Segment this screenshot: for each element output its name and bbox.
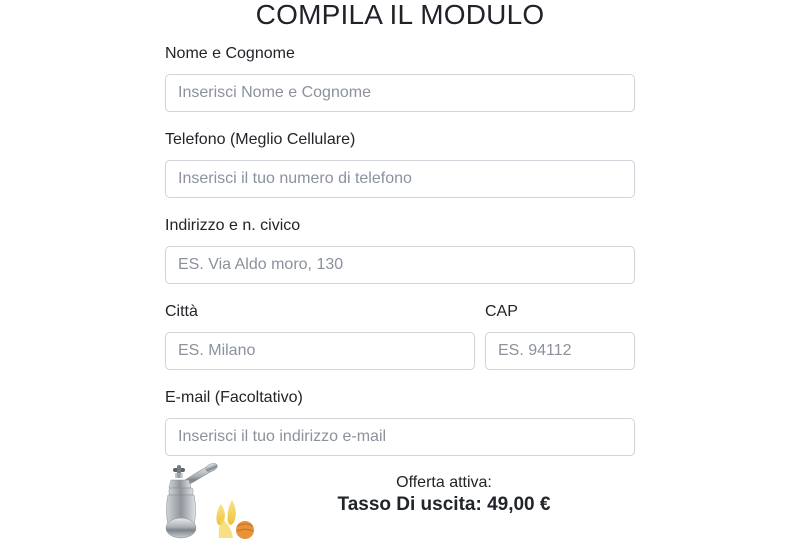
field-group-name <box>165 45 635 112</box>
email-label: E-mail (Facoltativo) <box>165 389 303 406</box>
phone-input[interactable] <box>165 160 635 198</box>
name-label: Nome e Cognome <box>165 45 295 62</box>
address-input[interactable] <box>165 246 635 284</box>
field-group-zip <box>485 303 635 370</box>
offer-detail: Tasso Di uscita: 49,00 € <box>337 494 551 515</box>
phone-label: Telefono (Meglio Cellulare) <box>165 131 356 148</box>
address-label: Indirizzo e n. civico <box>165 217 301 234</box>
offer-row <box>165 462 635 542</box>
city-label: Città <box>165 303 198 320</box>
city-zip-row <box>165 303 635 370</box>
name-input[interactable] <box>165 74 635 112</box>
zip-input[interactable] <box>485 332 635 370</box>
field-group-email <box>165 389 635 456</box>
offer-text-block <box>253 462 635 517</box>
lead-form-container <box>165 0 635 542</box>
field-group-address <box>165 217 635 284</box>
zip-label: CAP <box>485 303 518 320</box>
offer-heading: Offerta attiva: <box>396 474 492 491</box>
city-input[interactable] <box>165 332 475 370</box>
email-input[interactable] <box>165 418 635 456</box>
faucet-icon <box>165 462 253 542</box>
field-group-phone <box>165 131 635 198</box>
page-title: COMPILA IL MODULO <box>255 0 545 30</box>
faucet-offer-image <box>165 462 253 542</box>
field-group-city <box>165 303 475 370</box>
